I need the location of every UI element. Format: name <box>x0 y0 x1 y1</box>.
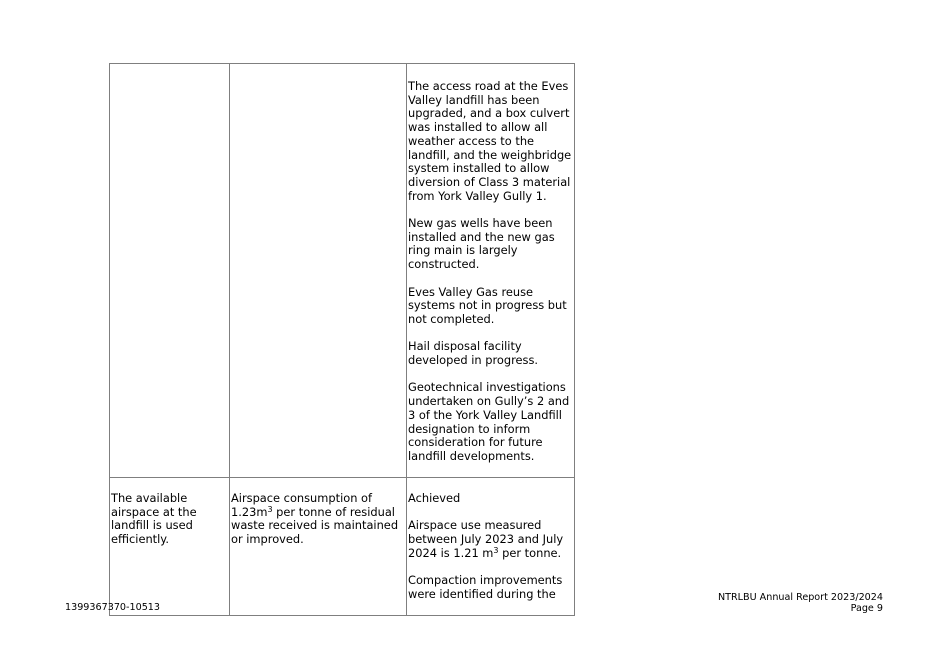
objective-text: The available airspace at the landfill is used efficiently. <box>111 491 197 547</box>
progress-paragraph: Airspace use measured between July 2023 and July 2024 is 1.21 $m^3$ per tonne. <box>408 518 564 560</box>
measure-cell <box>230 64 407 478</box>
report-footer <box>718 592 883 614</box>
progress-paragraph: Geotechnical investigations undertaken on Gully’s 2 and 3 of the York Valley Landfill designation to inform consideration for future landfill developments. <box>408 380 570 463</box>
measure-cell <box>230 478 407 616</box>
progress-paragraph: Compaction improvements were identified during the <box>408 573 563 601</box>
page-number: Page 9 <box>850 603 883 614</box>
table-row <box>110 64 575 478</box>
objective-cell <box>110 478 230 616</box>
report-title: NTRLBU Annual Report 2023/2024 <box>717 592 883 603</box>
progress-paragraph: New gas wells have been installed and the new gas ring main is largely constructed. <box>408 216 555 272</box>
progress-cell <box>407 64 575 478</box>
progress-cell <box>407 478 575 616</box>
progress-paragraph: Hail disposal facility developed in progress. <box>408 339 539 368</box>
table-row <box>110 478 575 616</box>
status-text: Achieved <box>408 491 461 505</box>
document-id: 1399367370-10513 <box>65 602 161 613</box>
progress-paragraph: Eves Valley Gas reuse systems not in progress but not completed. <box>408 284 567 326</box>
measure-text: Airspace consumption of $1.23m^3$ per tonne of residual waste received is maintained or improved. <box>231 491 399 547</box>
objective-cell <box>110 64 230 478</box>
performance-table <box>109 63 575 616</box>
progress-paragraph: The access road at the Eves Valley landfill has been upgraded, and a box culvert was installed to allow all weather access to the landfill, and the weighbridge system installed to allow diversion of Class 3 material from York Valley Gully 1. <box>408 79 572 203</box>
